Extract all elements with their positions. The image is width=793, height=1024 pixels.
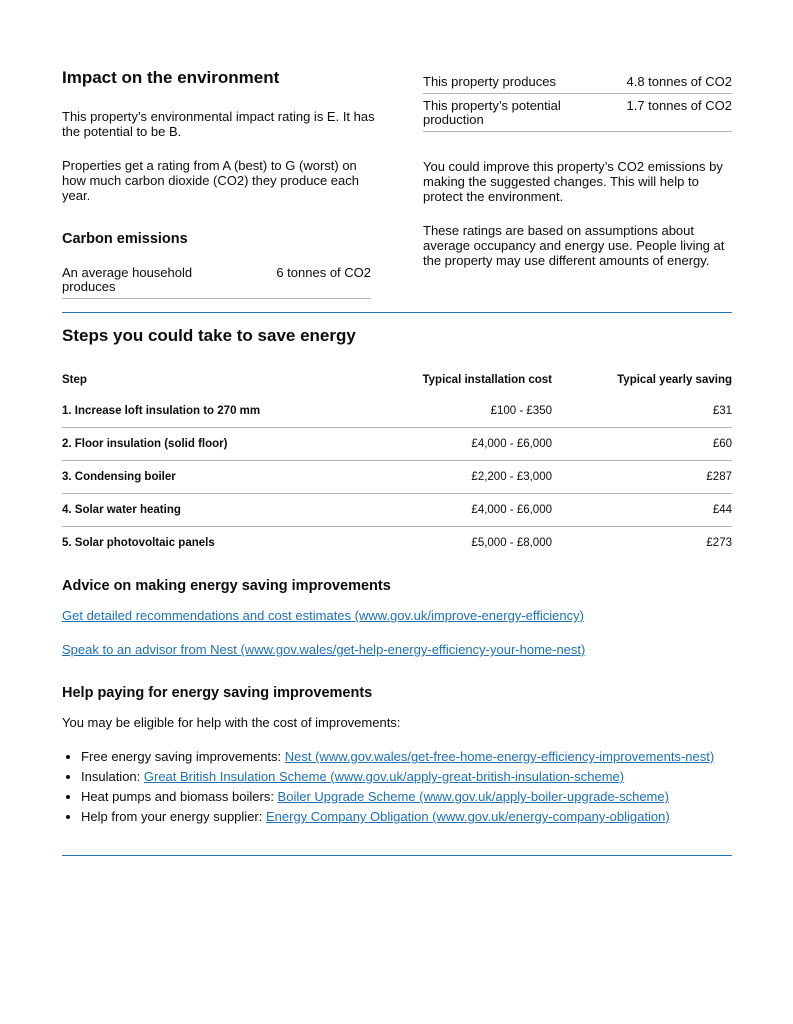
advice-title: Advice on making energy saving improvements — [62, 578, 391, 594]
header-step: Step — [62, 374, 87, 386]
rating-text: This property’s environmental impact rating is E. It has the potential to be B. — [62, 109, 375, 139]
list-item — [81, 807, 714, 827]
table-row — [62, 395, 732, 428]
step-saving: £273 — [552, 527, 732, 560]
divider — [62, 298, 371, 299]
help-item-label: Heat pumps and biomass boilers: — [81, 789, 278, 804]
help-intro: You may be eligible for help with the cost of improvements: — [62, 715, 401, 730]
table-row — [62, 494, 732, 527]
household-emissions-row — [62, 266, 371, 296]
rating-explanation: Properties get a rating from A (best) to G (worst) on how much carbon dioxide (CO2) they produce each year. — [62, 158, 359, 203]
energy-company-obligation-link[interactable]: Energy Company Obligation (www.gov.uk/energy-company-obligation) — [265, 809, 670, 824]
help-title: Help paying for energy saving improvements — [62, 685, 373, 701]
step-cost: £4,000 - £6,000 — [412, 428, 552, 461]
list-item — [81, 747, 714, 767]
recommendations-link[interactable]: Get detailed recommendations and cost estimates (www.gov.uk/improve-energy-efficiency) — [62, 608, 584, 623]
step-saving: £44 — [552, 494, 732, 527]
boiler-upgrade-link[interactable]: Boiler Upgrade Scheme (www.gov.uk/apply-boiler-upgrade-scheme) — [277, 789, 669, 804]
insulation-scheme-link[interactable]: Great British Insulation Scheme (www.gov.uk/apply-great-british-insulation-scheme) — [143, 769, 625, 784]
divider — [423, 131, 732, 132]
household-label: An average household produces — [62, 265, 193, 294]
divider — [423, 93, 732, 94]
table-row — [62, 527, 732, 560]
assumptions-text: These ratings are based on assumptions about average occupancy and energy use. People living at the property may use different amounts of energy. — [423, 223, 725, 268]
potential-production-row — [423, 99, 732, 129]
header-saving: Typical yearly saving — [617, 374, 732, 386]
section-divider — [62, 855, 732, 856]
help-item-label: Free energy saving improvements: — [81, 749, 285, 764]
produces-value: 4.8 tonnes of CO2 — [626, 74, 732, 89]
step-name: 1. Increase loft insulation to 270 mm — [62, 405, 261, 417]
header-cost: Typical installation cost — [422, 374, 552, 386]
step-saving: £287 — [552, 461, 732, 494]
steps-title: Steps you could take to save energy — [62, 326, 356, 345]
potential-value: 1.7 tonnes of CO2 — [626, 98, 732, 113]
help-item-label: Insulation: — [81, 769, 144, 784]
nest-advisor-link[interactable]: Speak to an advisor from Nest (www.gov.wales/get-help-energy-efficiency-your-home-nest) — [62, 642, 586, 657]
step-cost: £100 - £350 — [490, 405, 552, 417]
step-name: 3. Condensing boiler — [62, 461, 412, 494]
list-item — [81, 767, 714, 787]
table-header-row — [62, 365, 732, 395]
produces-label: This property produces — [423, 74, 556, 89]
environment-title: Impact on the environment — [62, 68, 280, 87]
carbon-emissions-title: Carbon emissions — [62, 231, 188, 247]
step-cost: £5,000 - £8,000 — [412, 527, 552, 560]
household-value: 6 tonnes of CO2 — [276, 265, 371, 280]
potential-label: This property’s potential production — [423, 98, 561, 127]
step-saving: £31 — [712, 405, 732, 417]
step-cost: £2,200 - £3,000 — [412, 461, 552, 494]
help-item-label: Help from your energy supplier: — [81, 809, 266, 824]
table-row — [62, 428, 732, 461]
step-name: 2. Floor insulation (solid floor) — [62, 428, 412, 461]
steps-table — [62, 365, 732, 559]
list-item — [81, 787, 714, 807]
step-name: 4. Solar water heating — [62, 494, 412, 527]
step-name: 5. Solar photovoltaic panels — [62, 527, 412, 560]
step-cost: £4,000 - £6,000 — [412, 494, 552, 527]
step-saving: £60 — [552, 428, 732, 461]
table-row — [62, 461, 732, 494]
property-produces-row — [423, 75, 732, 91]
nest-improvements-link[interactable]: Nest (www.gov.wales/get-free-home-energy-efficiency-improvements-nest) — [284, 749, 715, 764]
improve-text: You could improve this property’s CO2 emissions by making the suggested changes. This will help to protect the environment. — [423, 159, 723, 204]
help-list — [62, 747, 714, 827]
section-divider — [62, 312, 732, 313]
